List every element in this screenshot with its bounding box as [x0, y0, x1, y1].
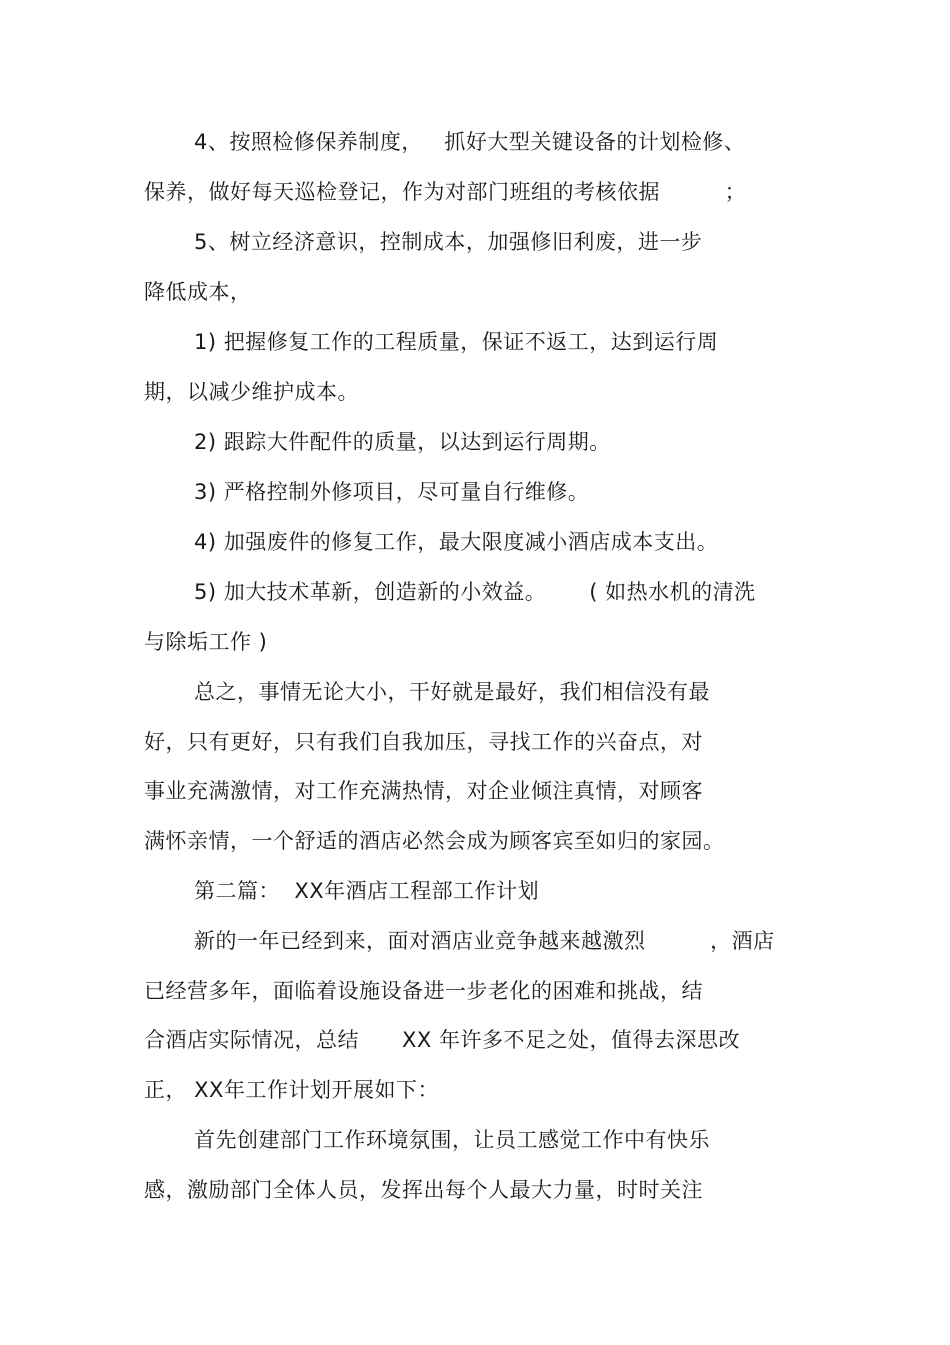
text-line: 1) 把握修复工作的工程质量，保证不返工，达到运行周	[194, 330, 719, 354]
text-line: 总之，事情无论大小，干好就是最好，我们相信没有最	[194, 680, 710, 704]
text-line: 保养，做好每天巡检登记，作为对部门班组的考核依据 ；	[144, 180, 747, 204]
text-line: 已经营多年，面临着设施设备进一步老化的困难和挑战，结	[144, 979, 703, 1003]
section-heading: 第二篇： XX年酒店工程部工作计划	[194, 879, 540, 903]
text-line: 好，只有更好，只有我们自我加压，寻找工作的兴奋点，对	[144, 730, 703, 754]
text-line: 2) 跟踪大件配件的质量，以达到运行周期。	[194, 430, 611, 454]
text-line: 首先创建部门工作环境氛围，让员工感觉工作中有快乐	[194, 1128, 710, 1152]
text-line: 新的一年已经到来，面对酒店业竞争越来越激烈 ，酒店	[194, 929, 775, 953]
text-line: 3) 严格控制外修项目，尽可量自行维修。	[194, 480, 590, 504]
text-line: 正， XX年工作计划开展如下：	[144, 1078, 439, 1102]
text-line: 与除垢工作 )	[144, 630, 268, 654]
text-line: 5) 加大技术革新，创造新的小效益。 ( 如热水机的清洗	[194, 580, 756, 604]
text-line: 降低成本，	[144, 280, 252, 304]
text-line: 期，以减少维护成本。	[144, 380, 359, 404]
text-line: 5、树立经济意识，控制成本，加强修旧利废，进一步	[194, 230, 703, 254]
text-line: 满怀亲情，一个舒适的酒店必然会成为顾客宾至如归的家园。	[144, 829, 725, 853]
text-line: 4、按照检修保养制度， 抓好大型关键设备的计划检修、	[194, 130, 746, 154]
text-line: 4) 加强废件的修复工作，最大限度减小酒店成本支出。	[194, 530, 719, 554]
text-line: 合酒店实际情况，总结 XX 年许多不足之处，值得去深思改	[144, 1028, 740, 1052]
text-line: 感，激励部门全体人员，发挥出每个人最大力量，时时关注	[144, 1178, 703, 1202]
text-line: 事业充满激情，对工作充满热情，对企业倾注真情，对顾客	[144, 779, 703, 803]
